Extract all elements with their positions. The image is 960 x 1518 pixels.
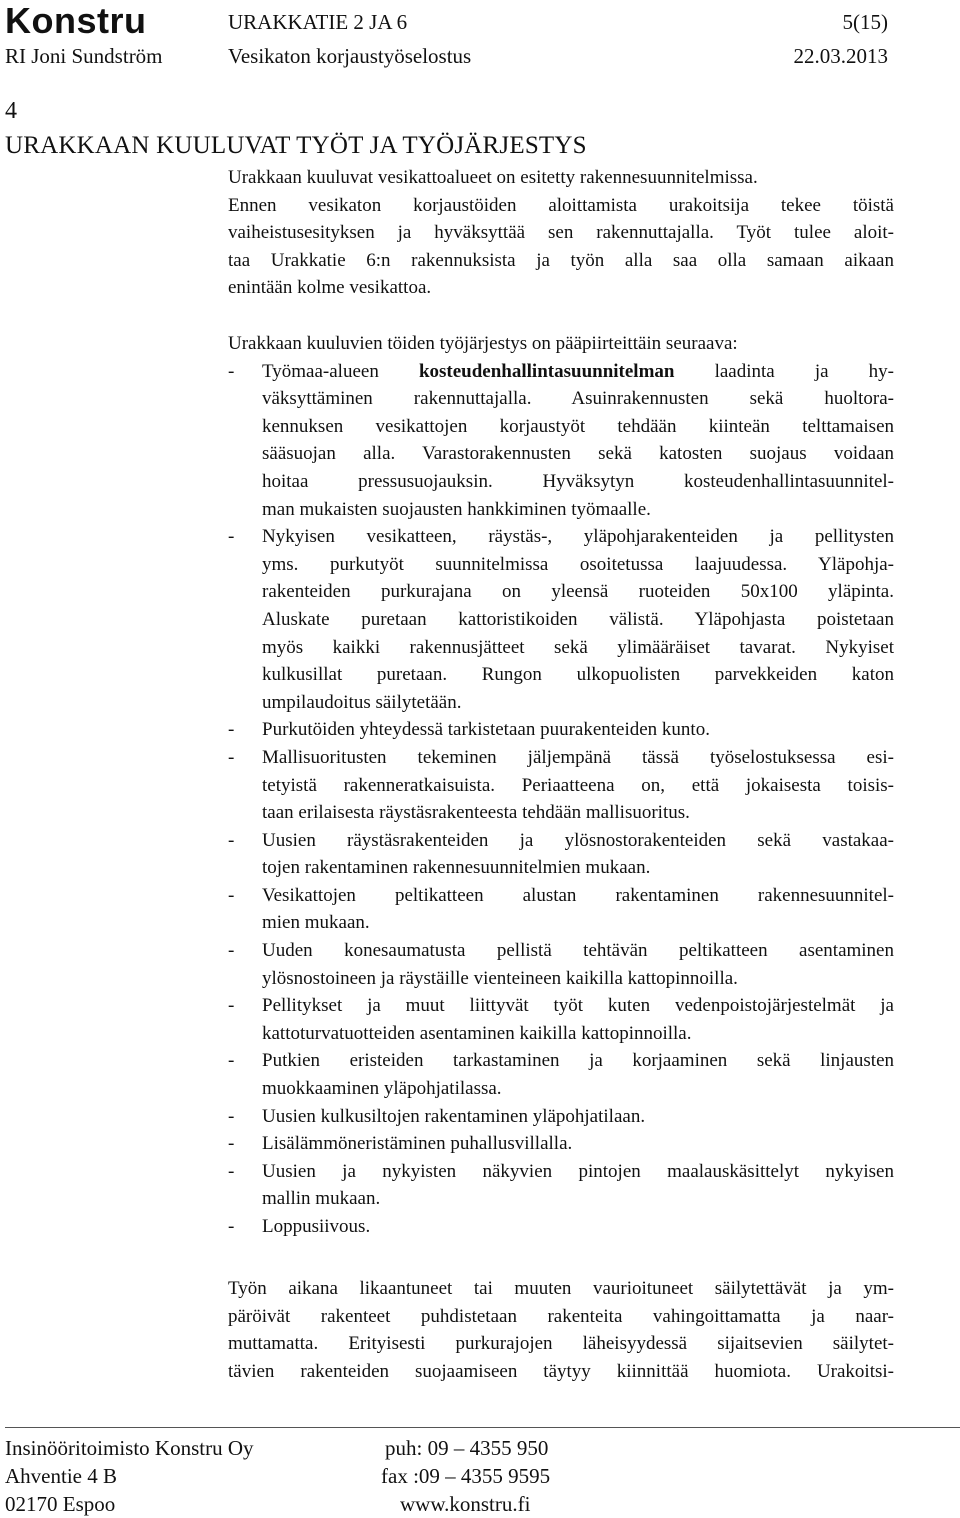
list-item (228, 937, 894, 992)
list-item (228, 1130, 894, 1158)
text-line: Aluskate puretaan kattoristikoiden välistä. Yläpohjasta poistetaan (262, 608, 894, 630)
bullet-dash: - (228, 829, 235, 851)
bullet-dash: - (228, 719, 235, 741)
text-line: kulkusillat puretaan. Rungon ulkopuolisten parvekkeiden katon (262, 664, 894, 686)
footer-postal: 02170 Espoo (5, 1492, 116, 1516)
list-item (228, 1047, 894, 1102)
section-number: 4 (5, 98, 17, 124)
text-line: kattoturvatuotteiden asentaminen kaikilla kattopinnoilla. (262, 1022, 692, 1044)
text-line: päröivät rakenteet puhdistetaan rakenteita vahingoittamatta ja naar- (228, 1305, 894, 1327)
footer-street: Ahventie 4 B (5, 1464, 117, 1488)
text-line: taan erilaisesta räystäsrakenteesta tehdään mallisuoritus. (262, 802, 690, 824)
list-item (228, 523, 894, 716)
bullet-dash: - (228, 1050, 235, 1072)
text-line: Vesikattojen peltikatteen alustan rakentaminen rakennesuunnitel- (262, 884, 894, 906)
footer-fax: fax :09 – 4355 9595 (381, 1464, 551, 1488)
text-line: tetyistä rakenneratkaisuista. Periaatteena on, että jokaisesta toisis- (262, 774, 894, 796)
text-line: Työmaa-alueen kosteudenhallintasuunnitelman laadinta ja hy- (262, 360, 894, 382)
page-number: 5(15) (842, 10, 888, 34)
author: RI Joni Sundström (5, 44, 163, 68)
bullet-dash: - (228, 884, 235, 906)
bullet-dash: - (228, 940, 235, 962)
text-line: hoitaa pressusuojauksin. Hyväksytyn kosteudenhallintasuunnitel- (262, 470, 894, 492)
text-line: Lisälämmöneristäminen puhallusvillalla. (262, 1133, 573, 1155)
intro-paragraph (228, 164, 894, 302)
footer-divider (5, 1427, 960, 1428)
document-date: 22.03.2013 (793, 44, 888, 68)
bullet-list (228, 523, 894, 1240)
text-line: myös kaikki rakennusjätteet sekä ylimääräiset tavarat. Nykyiset (262, 636, 894, 658)
text-line: Pellitykset ja muut liittyvät työt kuten vedenpoistojärjestelmät ja (262, 995, 894, 1017)
text-line: Uusien kulkusiltojen rakentaminen yläpohjatilaan. (262, 1105, 646, 1127)
project-name: URAKKATIE 2 JA 6 (228, 10, 408, 34)
text-line: Uusien räystäsrakenteiden ja ylösnostorakenteiden sekä vastakaa- (262, 829, 894, 851)
list-item (228, 1158, 894, 1213)
text-line: mien mukaan. (262, 912, 370, 934)
text-line: Ennen vesikaton korjaustöiden aloittamista urakoitsija tekee töistä (228, 194, 894, 216)
highlighted-term: kosteudenhallintasuunnitelman (418, 360, 675, 382)
text-line: sääsuojan alla. Varastorakennusten sekä katosten suojaus voidaan (262, 443, 894, 465)
list-item (228, 744, 894, 827)
text-line: muttamatta. Erityisesti purkurajojen läheisyydessä sijaitsevien säilytet- (228, 1333, 894, 1355)
list-item (228, 1103, 894, 1131)
text-line: Uuden konesaumatusta pellistä tehtävän peltikatteen asentaminen (262, 940, 894, 962)
closing-paragraph (228, 1275, 894, 1385)
text-line: enintään kolme vesikattoa. (228, 277, 432, 299)
text-line: Urakkaan kuuluvat vesikattoalueet on esitetty rakennesuunnitelmissa. (228, 167, 758, 188)
work-order-section (228, 330, 894, 1241)
list-item (228, 1213, 894, 1241)
text-line: Työn aikana likaantuneet tai muuten vaurioituneet säilytettävät ja ym- (228, 1278, 894, 1299)
document-title: Vesikaton korjaustyöselostus (228, 44, 472, 68)
text-line: Mallisuoritusten tekeminen jäljempänä tässä työselostuksessa esi- (262, 746, 894, 768)
company-logo: Konstru (5, 0, 147, 41)
text-line: yms. purkutyöt suunnitelmissa osoitetussa laajuudessa. Yläpohja- (262, 553, 894, 575)
text-line: Purkutöiden yhteydessä tarkistetaan puurakenteiden kunto. (262, 719, 710, 741)
list-item (228, 992, 894, 1047)
bullet-dash: - (228, 1216, 235, 1237)
list-item (228, 716, 894, 744)
text-line: taa Urakkatie 6:n rakennuksista ja työn alla saa olla samaan aikaan (228, 249, 894, 271)
text-line: kennuksen vesikattojen korjaustyöt tehdään kiinteän telttamaisen (262, 415, 894, 437)
list-item (228, 358, 894, 524)
text-line: Uusien ja nykyisten näkyvien pintojen maalauskäsittelyt nykyisen (262, 1160, 894, 1182)
footer-website[interactable]: www.konstru.fi (400, 1492, 531, 1516)
text-line: Putkien eristeiden tarkastaminen ja korjaaminen sekä linjausten (262, 1050, 894, 1072)
bullet-dash: - (228, 995, 235, 1017)
footer-phone: puh: 09 – 4355 950 (385, 1436, 549, 1460)
text-line: rakenteiden purkurajana on yleensä ruoteiden 50x100 yläpinta. (262, 581, 894, 603)
text-line: tävien rakenteiden suojaamiseen täytyy kiinnittää huomiota. Urakoitsi- (228, 1360, 894, 1382)
bullet-dash: - (228, 360, 235, 382)
text-line: ylösnostoineen ja räystäille vienteineen kaikilla kattopinnoilla. (262, 967, 738, 989)
bullet-dash: - (228, 1105, 235, 1127)
text-line: väksyttäminen rakennuttajalla. Asuinrakennusten sekä huoltora- (262, 388, 894, 410)
text-line: mallin mukaan. (262, 1188, 381, 1210)
text-line: Loppusiivous. (262, 1216, 371, 1237)
bullet-dash: - (228, 1160, 235, 1182)
text-line: muokkaaminen yläpohjatilassa. (262, 1078, 502, 1100)
list-item (228, 827, 894, 882)
bullet-dash: - (228, 526, 235, 548)
text-line: man mukaisten suojausten hankkiminen työmaalle. (262, 498, 651, 520)
bullet-dash: - (228, 746, 235, 768)
section-title: URAKKAAN KUULUVAT TYÖT JA TYÖJÄRJESTYS (5, 132, 587, 159)
text-line: umpilaudoitus säilytetään. (262, 691, 462, 713)
list-item (228, 882, 894, 937)
text-line: tojen rakentaminen rakennesuunnitelmien mukaan. (262, 857, 651, 879)
text-line: Nykyisen vesikatteen, räystäs-, yläpohjarakenteiden ja pellitysten (262, 526, 894, 548)
bullet-dash: - (228, 1133, 235, 1155)
work-order-intro: Urakkaan kuuluvien töiden työjärjestys on pääpiirteittäin seuraava: (228, 333, 738, 354)
text-line: vaiheistusesityksen ja hyväksyttää sen rakennuttajalla. Työt tulee aloit- (228, 222, 894, 244)
footer-company: Insinööritoimisto Konstru Oy (5, 1436, 254, 1460)
